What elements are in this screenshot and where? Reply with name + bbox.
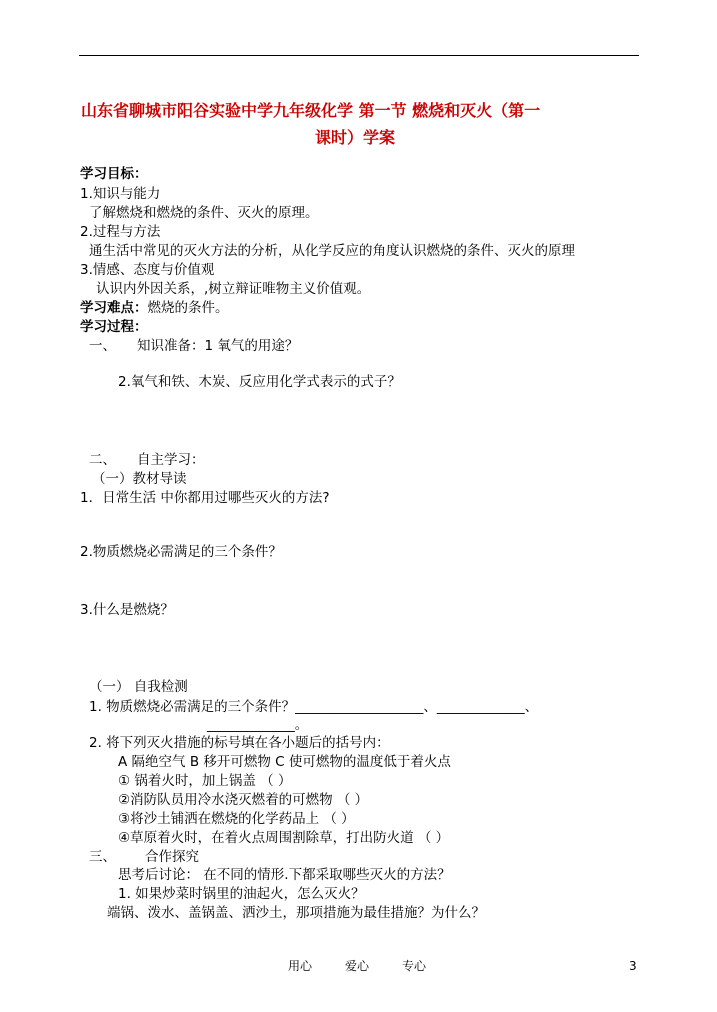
- objective-3-title: 3.情感、态度与价值观: [80, 262, 215, 278]
- document-title-line1: 山东省聊城市阳谷实验中学九年级化学 第一节 燃烧和灭火（第一: [81, 101, 541, 120]
- process-heading: 学习过程：: [80, 319, 148, 335]
- extinguish-item-2: ②消防队员用冷水浇灭燃着的可燃物 （ ）: [118, 792, 369, 808]
- footer-motto-1: 用心: [288, 959, 313, 973]
- selfcheck-question-2: 2. 将下列灭火措施的标号填在各小题后的括号内：: [89, 735, 390, 751]
- header-rule: [79, 55, 639, 56]
- extinguish-item-3: ③将沙土铺洒在燃烧的化学药品上 （ ）: [118, 811, 355, 827]
- difficulty-line: [80, 302, 229, 316]
- discussion-question-1: 1. 如果炒菜时锅里的油起火，怎么灭火？: [118, 886, 365, 902]
- section-1-number: 一、: [89, 338, 116, 354]
- objective-2-text: 通生活中常见的灭火方法的分析，从化学反应的角度认识燃烧的条件、灭火的原理: [89, 243, 575, 259]
- reading-question-2: 2.物质燃烧必需满足的三个条件？: [80, 544, 282, 560]
- discussion-question-1-detail: 端锅、泼水、盖锅盖、洒沙土，那项措施为最佳措施？为什么？: [107, 905, 485, 921]
- selfcheck-heading: （一） 自我检测: [89, 679, 188, 695]
- extinguish-item-1: ① 锅着火时，加上锅盖 （ ）: [118, 773, 292, 789]
- objective-2-title: 2.过程与方法: [80, 224, 161, 240]
- section-1-text: 知识准备：1 氧气的用途？: [137, 338, 299, 354]
- objective-3-text: 认识内外因关系，,树立辩证唯物主义价值观。: [96, 281, 371, 297]
- selfcheck-question-1-continued: _____________。: [207, 717, 309, 733]
- document-title-line2: 课时）学案: [315, 128, 396, 147]
- footer-motto-3: 专心: [402, 959, 427, 973]
- extinguish-options: A 隔绝空气 B 移开可燃物 C 使可燃物的温度低于着火点: [118, 754, 451, 770]
- section-1-question-2: 2.氧气和铁、木炭、反应用化学式表示的式子？: [118, 374, 401, 390]
- section-3-number: 三、: [89, 849, 116, 865]
- section-3-title: 合作探究: [145, 849, 199, 865]
- selfcheck-question-1: 1. 物质燃烧必需满足的三个条件？___________________、_____________、: [89, 699, 539, 715]
- objectives-heading: 学习目标：: [80, 166, 148, 182]
- page-number: 3: [629, 959, 637, 973]
- difficulty-text: 燃烧的条件。: [147, 300, 229, 316]
- reading-question-3: 3.什么是燃烧？: [80, 602, 174, 618]
- objective-1-title: 1.知识与能力: [80, 186, 161, 202]
- extinguish-item-4: ④草原着火时，在着火点周围割除草，打出防火道 （ ）: [118, 830, 450, 846]
- section-2-text: 自主学习：: [137, 452, 205, 468]
- section-2-number: 二、: [89, 452, 116, 468]
- subsection-reading-guide: （一）教材导读: [92, 471, 187, 487]
- discussion-prompt: 思考后讨论： 在不同的情形.下都采取哪些灭火的方法？: [118, 867, 451, 883]
- reading-question-1: 1．日常生活 中你都用过哪些灭火的方法?: [80, 490, 330, 506]
- footer-motto-2: 爱心: [345, 959, 370, 973]
- difficulty-label: 学习难点：: [80, 300, 148, 316]
- objective-1-text: 了解燃烧和燃烧的条件、灭火的原理。: [89, 205, 319, 221]
